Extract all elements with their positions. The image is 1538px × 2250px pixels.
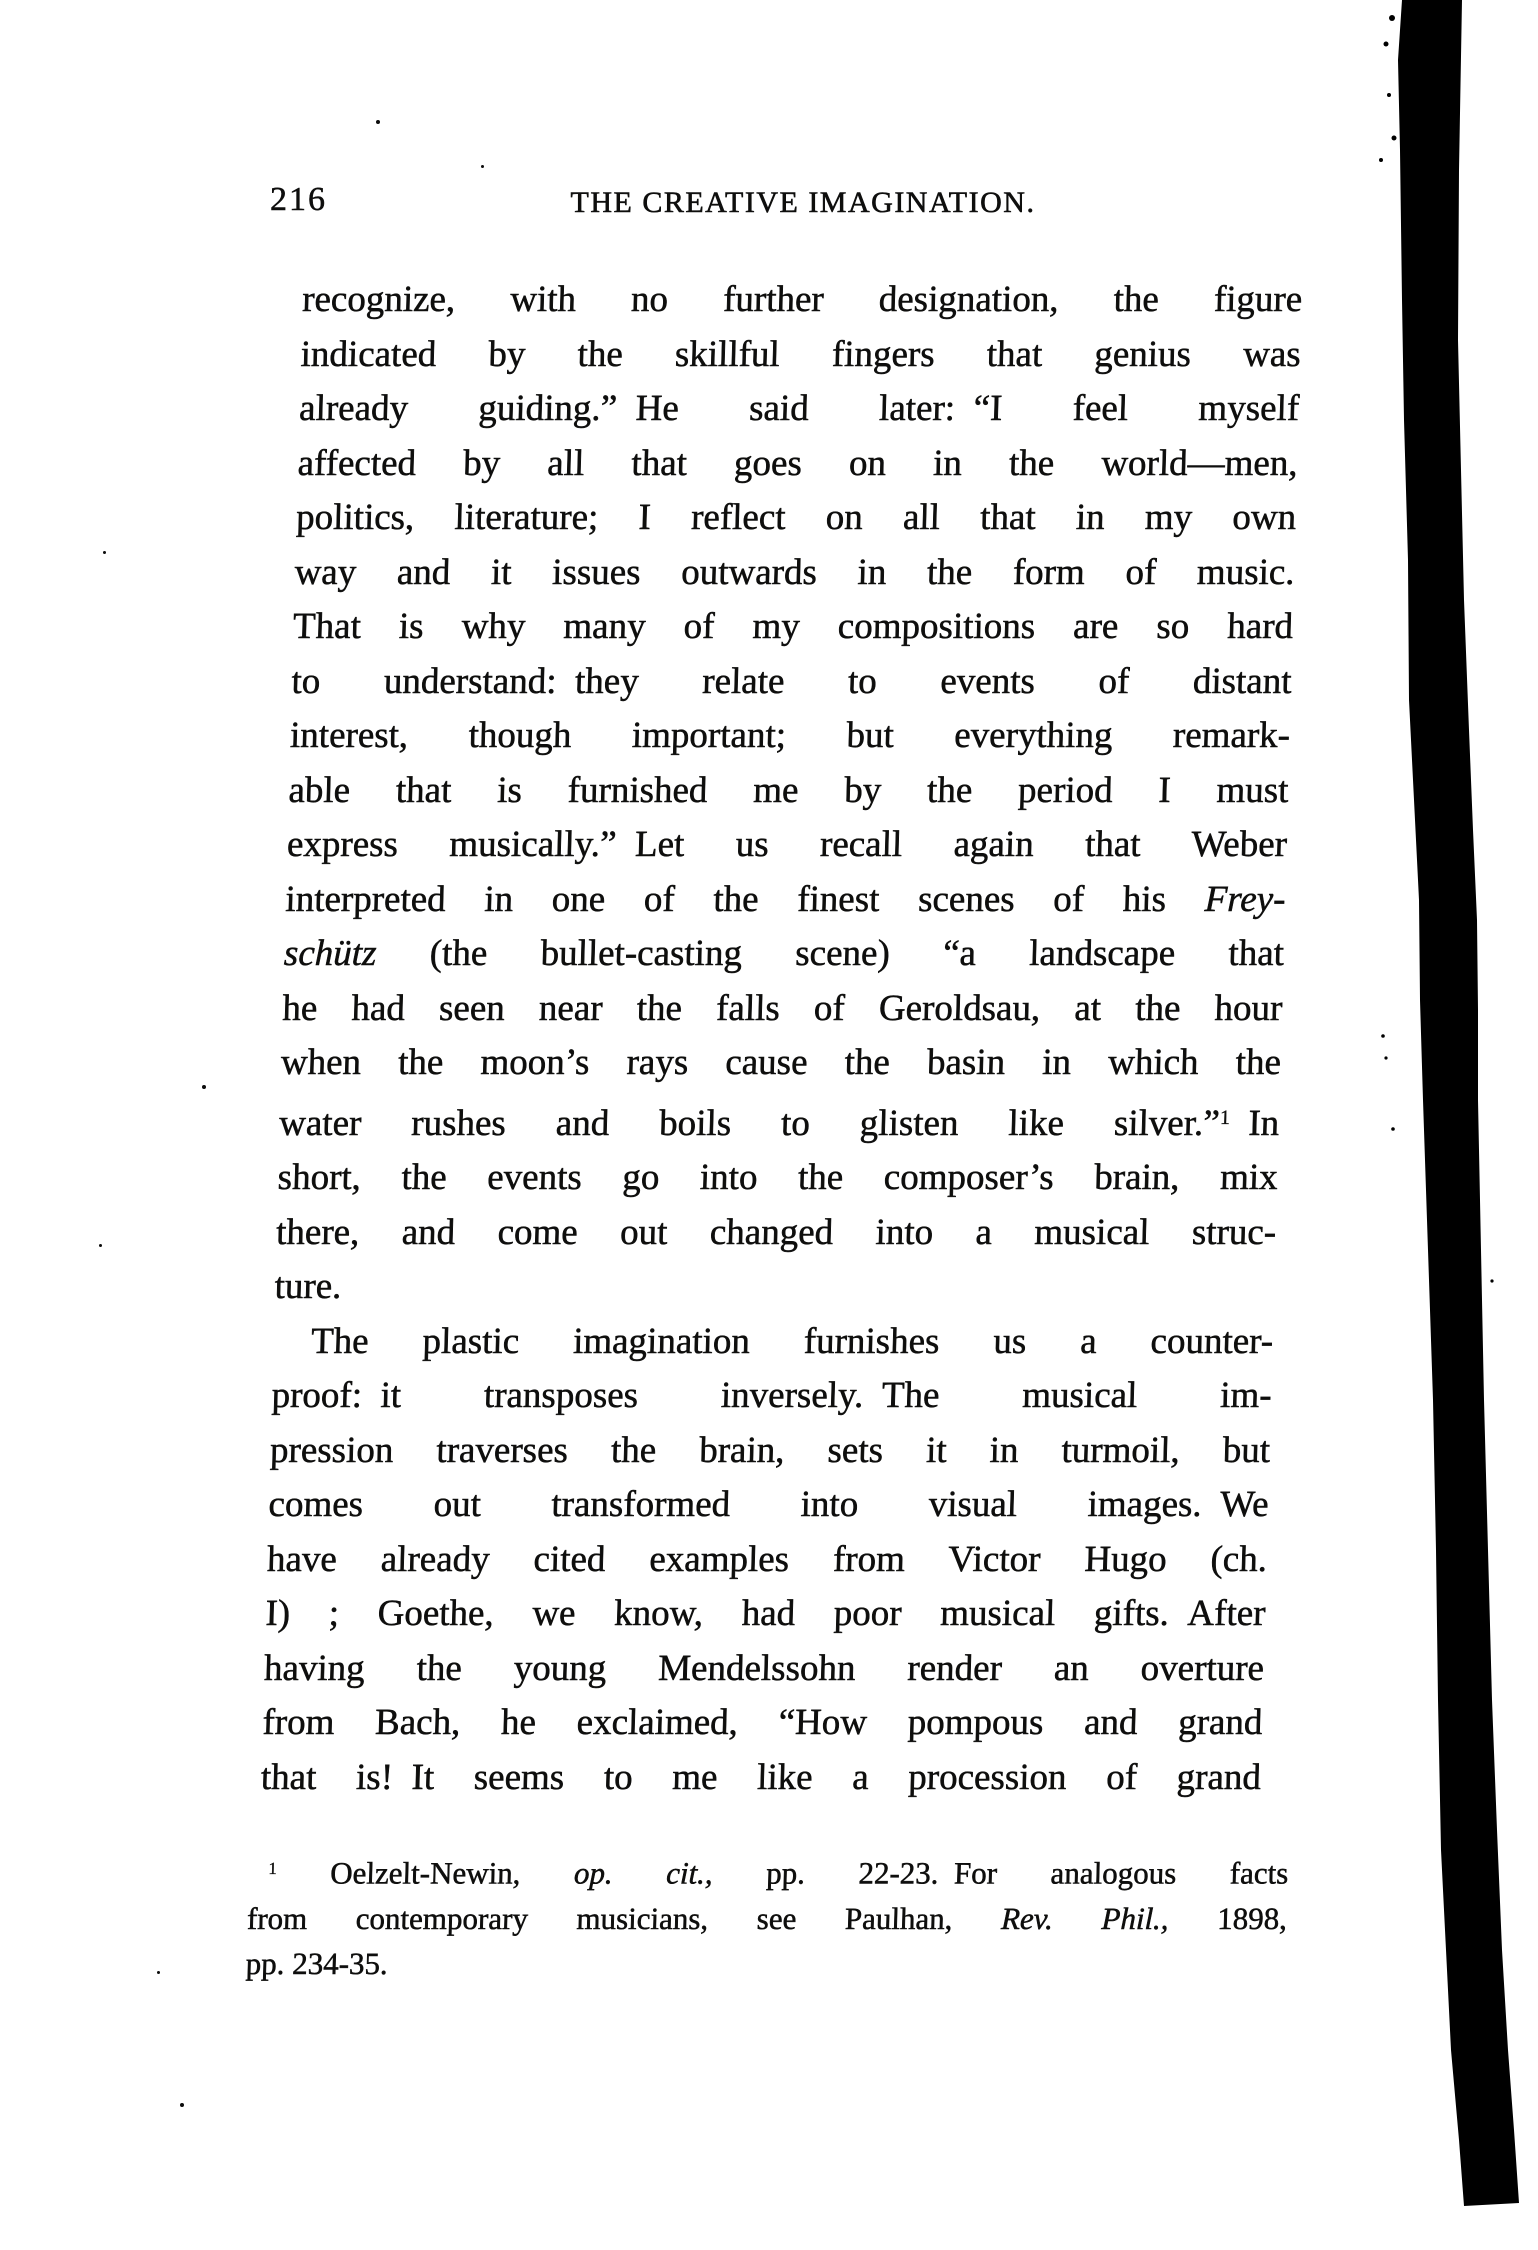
dust-speck <box>99 1244 102 1247</box>
dust-speck <box>481 165 484 168</box>
dust-speck <box>157 1971 160 1974</box>
text-segment: from contemporary musicians, see Paulhan, <box>246 1900 1002 1936</box>
page-number: 216 <box>270 181 327 218</box>
text-segment: interpreted in one of the finest scenes of his <box>284 878 1206 920</box>
text-segment: he had seen near the falls of Geroldsau, at the hour <box>281 987 1284 1029</box>
text-segment: pp. 22-23. For analogous facts <box>712 1855 1289 1891</box>
text-line <box>246 1896 1287 1941</box>
text-segment: water rushes and boils to glisten like silver.” <box>278 1102 1221 1144</box>
text-line <box>301 273 1303 328</box>
text-segment: from Bach, he exclaimed, “How pompous and grand <box>261 1702 1264 1744</box>
text-line <box>292 600 1294 655</box>
gutter-speck <box>1379 158 1383 162</box>
text-segment: having the young Mendelssohn render an overture <box>263 1647 1265 1689</box>
footnote-reference: 1 <box>1219 1106 1231 1129</box>
text-segment: indicated by the skillful fingers that genius was <box>300 333 1302 375</box>
text-line <box>275 1206 1277 1261</box>
text-segment: short, the events go into the composer’s brain, mix <box>277 1157 1279 1199</box>
text-segment: express musically.” Let us recall again that Weber <box>286 824 1288 865</box>
gutter-speck <box>1384 42 1389 47</box>
dust-speck <box>202 1085 206 1089</box>
text-line <box>283 927 1285 982</box>
text-segment: that is! It seems to me like a procession of grand <box>260 1756 1262 1798</box>
text-segment: ture. <box>274 1266 343 1308</box>
text-segment: Oelzelt-Newin, <box>276 1855 575 1891</box>
text-line <box>291 655 1293 710</box>
text-segment: (the bullet-casting scene) “a landscape that <box>375 933 1285 974</box>
text-line <box>271 1369 1273 1424</box>
text-line <box>268 1478 1270 1533</box>
body-text <box>260 273 1303 1805</box>
text-line <box>295 491 1297 546</box>
text-line <box>248 1846 1289 1895</box>
text-segment: 1898, <box>1168 1900 1288 1936</box>
text-line <box>263 1642 1265 1697</box>
text-segment: The plastic imagination furnishes us a counter- <box>310 1320 1274 1362</box>
text-segment: politics, literature; I reflect on all that in my own <box>295 497 1297 538</box>
text-segment: pression traverses the brain, sets it in turmoil, but <box>269 1429 1271 1471</box>
text-segment: In <box>1229 1102 1280 1144</box>
text-segment: when the moon’s rays cause the basin in which the <box>280 1042 1282 1083</box>
text-segment: interest, though important; but everything remark- <box>289 715 1291 756</box>
text-line <box>282 982 1284 1037</box>
text-line <box>289 709 1291 764</box>
text-segment: That is why many of my compositions are so hard <box>292 606 1294 647</box>
text-line <box>280 1036 1282 1091</box>
text-line <box>265 1587 1267 1642</box>
gutter-speck <box>1391 1127 1395 1131</box>
text-line <box>298 382 1300 437</box>
gutter-speck <box>1381 1034 1385 1038</box>
text-segment: affected by all that goes on in the world—men, <box>297 442 1299 484</box>
text-line <box>277 1151 1279 1206</box>
footnote <box>245 1846 1289 1985</box>
text-segment: to understand: they relate to events of distant <box>291 660 1293 702</box>
footnote-reference: 1 <box>268 1859 278 1879</box>
gutter-bar-shape <box>1398 0 1519 2206</box>
gutter-speck <box>1392 136 1397 141</box>
text-segment: I) ; Goethe, we know, had poor musical gifts. After <box>264 1593 1267 1635</box>
gutter-speck <box>1384 1056 1387 1059</box>
text-line <box>285 873 1287 928</box>
text-segment: able that is furnished me by the period I must <box>287 769 1290 811</box>
text-segment: already guiding.” He said later: “I feel myself <box>298 388 1300 429</box>
text-line <box>294 546 1296 601</box>
text-line <box>262 1696 1264 1751</box>
gutter-speck <box>1387 93 1391 97</box>
text-segment: Frey- <box>1204 878 1287 920</box>
text-line <box>272 1315 1274 1370</box>
running-head: THE CREATIVE IMAGINATION. <box>570 186 1036 219</box>
text-line <box>245 1941 1286 1986</box>
text-line <box>288 764 1290 819</box>
text-line <box>300 328 1302 383</box>
text-line <box>274 1260 1276 1315</box>
text-segment: have already cited examples from Victor Hugo (ch. <box>266 1538 1268 1580</box>
dust-speck <box>103 551 106 554</box>
dust-speck <box>180 2103 184 2107</box>
text-segment: proof: it transposes inversely. The musical im- <box>271 1375 1273 1417</box>
text-block <box>245 273 1303 1986</box>
text-line <box>260 1751 1262 1806</box>
text-line <box>278 1091 1280 1152</box>
text-segment: pp. 234-35. <box>245 1945 389 1981</box>
gutter-speck <box>1490 1279 1493 1282</box>
dust-speck <box>376 120 380 124</box>
text-segment: Rev. Phil., <box>1000 1900 1170 1936</box>
text-segment: recognize, with no further designation, the figure <box>301 279 1303 320</box>
text-segment: op. cit., <box>573 1855 714 1891</box>
text-line <box>297 437 1299 492</box>
text-line <box>269 1424 1271 1479</box>
text-segment: comes out transformed into visual images. We <box>268 1484 1270 1526</box>
gutter-speck <box>1389 15 1395 21</box>
text-line <box>286 818 1288 873</box>
text-segment: schütz <box>283 933 378 974</box>
text-segment: way and it issues outwards in the form of music. <box>294 551 1296 593</box>
text-segment: there, and come out changed into a musical struc- <box>275 1211 1277 1253</box>
text-line <box>266 1533 1268 1588</box>
